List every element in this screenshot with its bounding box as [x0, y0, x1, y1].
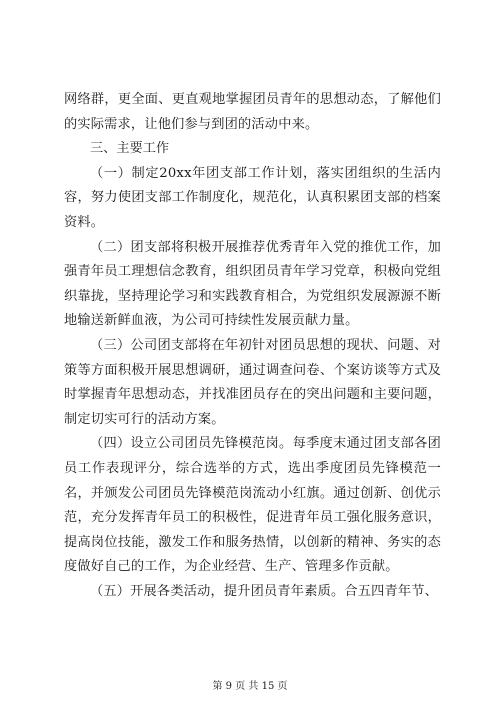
work-item-3: （三）公司团支部将在年初针对团员思想的现状、问题、对策等方面积极开展思想调研，通过调查问卷、个案访谈等方式及时掌握青年思想动态，并找准团员存在的突出问题和主要问题，制定切实可行的活动方案。 [64, 337, 441, 427]
work-item-1: （一）制定20xx年团支部工作计划，落实团组织的生活内容，努力使团支部工作制度化，规范化，认真积累团支部的档案资料。 [64, 165, 441, 230]
continuation-paragraph: 网络群，更全面、更直观地掌握团员青年的思想动态，了解他们的实际需求，让他们参与到团的活动中来。 [64, 92, 441, 132]
work-item-2: （二）团支部将积极开展推荐优秀青年入党的推优工作，加强青年员工理想信念教育，组织团员青年学习党章，积极向党组织靠拢，坚持理论学习和实践教育相合，为党组织发展源源不断地输送新鲜血液，为公司可持续性发展贡献力量。 [64, 239, 441, 329]
document-body [64, 88, 441, 604]
section-heading: 三、主要工作 [90, 141, 170, 157]
page-footer: 第 9 页 共 15 页 [212, 681, 288, 692]
work-item-5: （五）开展各类活动，提升团员青年素质。合五四青年节、 [90, 583, 439, 599]
work-item-4: （四）设立公司团员先锋模范岗。每季度末通过团支部各团员工作表现评分，综合选举的方式，选出季度团员先锋模范一名，并颁发公司团员先锋模范岗流动小红旗。通过创新、创优示范，充分发挥青年员工的积极性，促进青年员工强化服务意识，提高岗位技能，激发工作和服务热情，以创新的精神、务实的态度做好自己的工作，为企业经营、生产、管理多作贡献。 [64, 436, 441, 575]
